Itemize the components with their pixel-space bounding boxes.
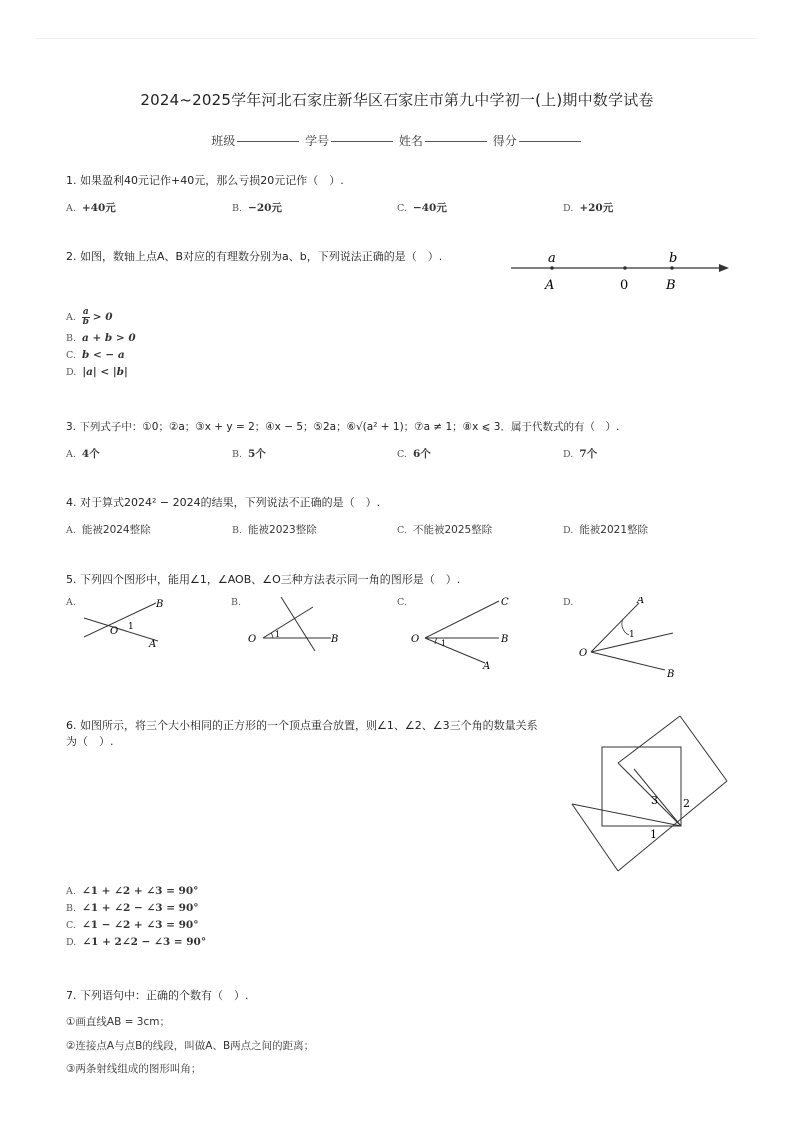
label-c-5c: C xyxy=(501,597,509,608)
question-4-option-d[interactable]: D. 能被2021整除 xyxy=(563,524,649,536)
angle-3-label: 3 xyxy=(651,794,658,807)
label-b-5c: B xyxy=(501,634,509,645)
label-1-5d: 1 xyxy=(629,630,635,640)
page-title: 2024~2025学年河北石家庄新华区石家庄市第九中学初一(上)期中数学试卷 xyxy=(140,91,654,109)
label-1-5b: 1 xyxy=(275,630,281,639)
question-7-statement-2: ②连接点A与点B的线段，叫做A、B两点之间的距离； xyxy=(66,1040,315,1052)
class-blank[interactable] xyxy=(237,141,299,142)
name-blank[interactable] xyxy=(425,141,487,142)
question-7-stem: 7. 下列语句中：正确的个数有（ ）. xyxy=(66,989,249,1002)
score-blank[interactable] xyxy=(519,141,581,142)
point-b-dot xyxy=(670,266,674,270)
label-1-5a: 1 xyxy=(128,622,134,632)
score-label: 得分 xyxy=(492,134,517,148)
id-label: 学号 xyxy=(305,134,330,148)
question-4-option-b[interactable]: B. 能被2023整除 xyxy=(232,524,317,536)
question-6-options xyxy=(66,883,206,951)
header-divider xyxy=(36,38,758,39)
question-2-stem: 2. 如图，数轴上点A、B对应的有理数分别为a、b，下列说法正确的是（ ）. xyxy=(66,250,443,263)
question-4-option-c[interactable]: C. 不能被2025整除 xyxy=(397,524,493,536)
angle-1-label: 1 xyxy=(650,828,657,841)
angle-arc-5b xyxy=(271,633,273,638)
question-4-option-a[interactable]: A. 能被2024整除 xyxy=(66,524,151,536)
question-3-option-c[interactable]: C. 6个 xyxy=(397,448,431,460)
label-a-5d: A xyxy=(637,597,645,606)
question-1-option-b[interactable]: B. −20元 xyxy=(232,202,282,214)
question-3-option-b[interactable]: B. 5个 xyxy=(232,448,266,460)
figure-5d xyxy=(573,597,693,683)
question-6-option-b[interactable]: B. ∠1 + ∠2 − ∠3 = 90° xyxy=(66,902,199,914)
label-o-5c: O xyxy=(411,634,420,645)
three-squares-figure xyxy=(566,713,736,875)
label-o-5a: O xyxy=(110,626,119,637)
line-oa-5a xyxy=(84,618,158,641)
label-b-5a: B xyxy=(156,599,164,610)
line-ob-5a xyxy=(84,603,156,637)
question-7-statement-1: ①画直线AB = 3cm； xyxy=(66,1016,170,1028)
question-6-option-d[interactable]: D. ∠1 + 2∠2 − ∠3 = 90° xyxy=(66,936,207,948)
question-1-option-d[interactable]: D. +20元 xyxy=(563,202,614,214)
question-2-option-c[interactable]: C. b < − a xyxy=(66,349,125,361)
number-line-figure xyxy=(505,248,735,296)
question-2-option-d[interactable]: D. |a| < |b| xyxy=(66,366,128,378)
label-a-5a: A xyxy=(149,639,157,650)
point-a-dot xyxy=(550,266,554,270)
question-2-options xyxy=(66,304,136,381)
id-blank[interactable] xyxy=(331,141,393,142)
label-point-a: A xyxy=(545,278,555,293)
label-origin: 0 xyxy=(620,278,629,293)
label-b-5d: B xyxy=(667,669,675,680)
label-b-5b: B xyxy=(331,634,339,645)
question-4-stem: 4. 对于算式2024² − 2024的结果，下列说法不正确的是（ ）. xyxy=(66,496,381,509)
label-1-5c: 1 xyxy=(441,639,447,648)
question-1-option-a[interactable]: A. +40元 xyxy=(66,202,116,214)
class-label: 班级 xyxy=(211,134,236,148)
number-line-arrow xyxy=(719,264,729,272)
name-label: 姓名 xyxy=(398,134,423,148)
question-6-option-a[interactable]: A. ∠1 + ∠2 + ∠3 = 90° xyxy=(66,885,199,897)
angle-2-label: 2 xyxy=(683,797,690,810)
question-7-statement-3: ③两条射线组成的图形叫角； xyxy=(66,1063,202,1075)
square-lower-edge-2 xyxy=(572,804,618,871)
question-1-stem: 1. 如果盈利40元记作+40元，那么亏损20元记作（ ）. xyxy=(66,174,344,187)
label-a-5c: A xyxy=(483,661,491,671)
label-o-5b: O xyxy=(248,634,257,645)
question-5-stem: 5. 下列四个图形中，能用∠1，∠AOB、∠O三种方法表示同一角的图形是（ ）. xyxy=(66,573,461,586)
question-6-stem: 6. 如图所示，将三个大小相同的正方形的一个顶点重合放置，则∠1、∠2、∠3三个角的数量关系 为（ ）. xyxy=(66,719,538,748)
ray-upper-5b xyxy=(263,607,313,638)
ray-ob-5d xyxy=(591,652,665,670)
fraction-a-over-b: $\frac{a}{b}$ xyxy=(82,306,89,327)
ray-oa-5c xyxy=(425,638,485,663)
square-lower-edge-1 xyxy=(572,804,681,826)
label-o-5d: O xyxy=(579,648,588,659)
student-info-line xyxy=(0,132,794,149)
figure-5a xyxy=(76,597,176,651)
question-3-stem: 3. 下列式子中：①0；②a；③x + y = 2；④x − 5；⑤2a；⑥√(a² + 1)；⑦a ≠ 1；⑧x ⩽ 3．属于代数式的有（ ）. xyxy=(66,421,620,433)
label-point-b: B xyxy=(666,278,676,293)
ray-oa-5d xyxy=(591,603,639,652)
question-6-option-c[interactable]: C. ∠1 − ∠2 + ∠3 = 90° xyxy=(66,919,199,931)
question-1-option-c[interactable]: C. −40元 xyxy=(397,202,447,214)
angle-arc-5d xyxy=(622,619,629,635)
question-2-option-a[interactable]: A. $\frac{a}{b}$ > 0 xyxy=(66,306,113,327)
ray-oc-5c xyxy=(425,601,499,638)
point-origin-dot xyxy=(623,266,627,270)
label-b-value: b xyxy=(669,251,678,266)
question-2-option-b[interactable]: B. a + b > 0 xyxy=(66,332,136,344)
label-a-value: a xyxy=(548,251,556,266)
figure-5c xyxy=(407,597,517,671)
figure-5b xyxy=(241,597,351,653)
question-3-option-a[interactable]: A. 4个 xyxy=(66,448,100,460)
square-upper-edge-3 xyxy=(680,716,727,781)
question-3-option-d[interactable]: D. 7个 xyxy=(563,448,598,460)
